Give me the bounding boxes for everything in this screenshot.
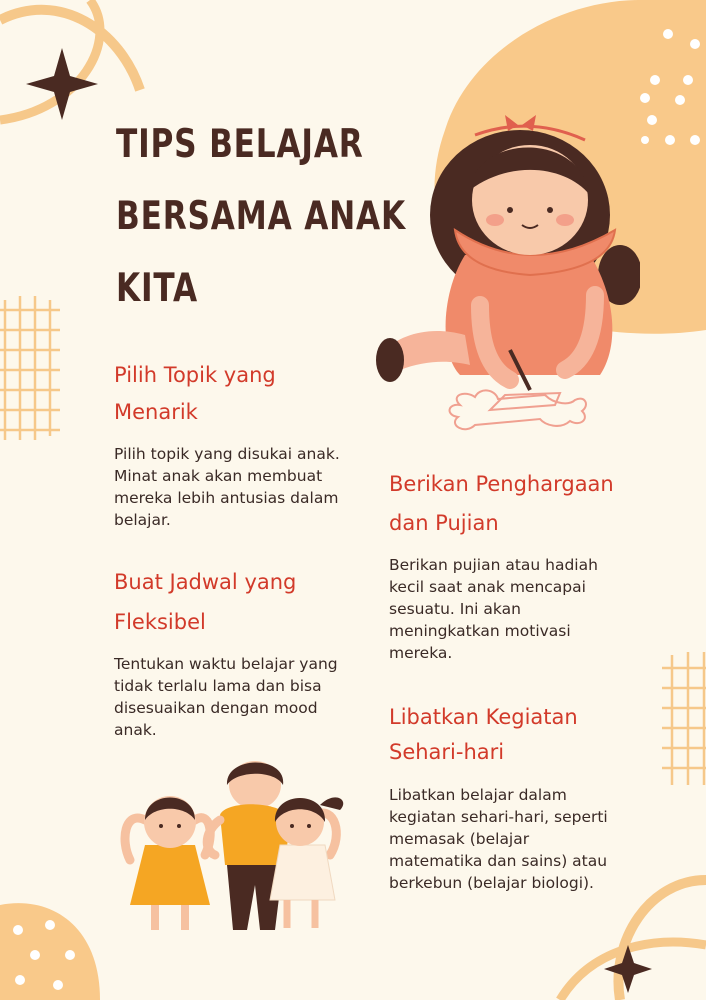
tip-body xyxy=(389,784,608,894)
tip-heading: dan Pujian xyxy=(389,511,499,535)
page-title-line-2: BERSAMA ANAK xyxy=(116,194,406,239)
grid-pattern-right xyxy=(662,652,706,785)
tip-body-line: meningkatkan motivasi xyxy=(389,622,571,640)
tip-body xyxy=(114,443,340,531)
tip-body-line: kegiatan sehari-hari, seperti xyxy=(389,808,608,826)
tip-heading: Menarik xyxy=(114,400,198,424)
tip-body-line: anak. xyxy=(114,721,157,739)
tip-body-line: Berikan pujian atau hadiah xyxy=(389,556,598,574)
tip-body-line: memasak (belajar xyxy=(389,830,530,848)
tip-body xyxy=(389,554,598,664)
tip-heading: Pilih Topik yang xyxy=(114,363,276,387)
tip-body-line: tidak terlalu lama dan bisa xyxy=(114,677,322,695)
tip-body xyxy=(114,653,338,741)
tip-body-line: matematika dan sains) atau xyxy=(389,852,608,870)
tip-body-line: mereka lebih antusias dalam xyxy=(114,489,339,507)
tip-heading: Berikan Penghargaan xyxy=(389,472,614,496)
tip-body-line: Libatkan belajar dalam xyxy=(389,786,567,804)
tip-body-line: disesuaikan dengan mood xyxy=(114,699,318,717)
tip-heading: Fleksibel xyxy=(114,610,206,634)
tip-body-line: kecil saat anak mencapai xyxy=(389,578,586,596)
tip-body-line: belajar. xyxy=(114,511,171,529)
orange-blob-bottom-left xyxy=(0,903,100,1000)
children-playing-illustration xyxy=(115,760,355,940)
tip-body-line: sesuatu. Ini akan xyxy=(389,600,521,618)
grid-pattern-left xyxy=(0,296,60,440)
page-title-line-1: TIPS BELAJAR xyxy=(116,122,364,167)
tip-heading: Sehari-hari xyxy=(389,740,505,764)
tip-body-line: berkebun (belajar biologi). xyxy=(389,874,594,892)
tip-body-line: Minat anak akan membuat xyxy=(114,467,323,485)
tip-body-line: mereka. xyxy=(389,644,453,662)
tip-body-line: Pilih topik yang disukai anak. xyxy=(114,445,340,463)
page-title-line-3: KITA xyxy=(116,266,198,311)
tip-heading: Buat Jadwal yang xyxy=(114,570,297,594)
girl-drawing-illustration xyxy=(370,105,640,450)
tip-body-line: Tentukan waktu belajar yang xyxy=(114,655,338,673)
tip-heading: Libatkan Kegiatan xyxy=(389,705,578,729)
